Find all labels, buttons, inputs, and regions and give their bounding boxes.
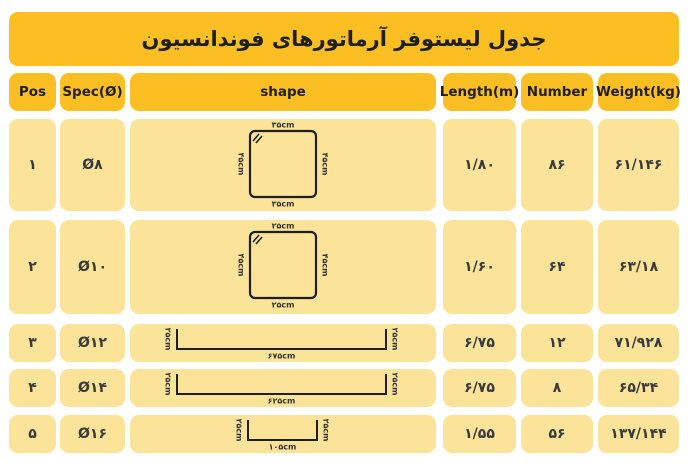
dimension-bottom: ۶۲۵cm	[267, 396, 296, 406]
number-value: ۸۶	[548, 157, 566, 173]
shape-cell	[130, 369, 436, 407]
stirrup-bar	[250, 232, 316, 298]
pos-value: ۲	[28, 259, 37, 275]
spec-cell	[60, 324, 125, 362]
number-cell	[521, 119, 593, 211]
spec-value: Ø۱۶	[78, 426, 107, 442]
shape-cell	[130, 415, 436, 453]
length-cell	[443, 324, 516, 362]
weight-value: ۶۳/۱۸	[618, 259, 659, 275]
stirrup-shape-drawing	[130, 220, 436, 314]
number-value: ۱۲	[548, 335, 566, 351]
u-bar	[248, 420, 317, 440]
pos-value: ۴	[28, 380, 37, 396]
spec-cell	[60, 369, 125, 407]
number-cell	[521, 324, 593, 362]
length-cell	[443, 119, 516, 211]
length-value: ۶/۷۵	[464, 335, 495, 351]
weight-value: ۱۳۷/۱۴۴	[610, 426, 667, 442]
number-cell	[521, 369, 593, 407]
weight-cell	[598, 220, 679, 314]
pos-value: ۱	[28, 157, 37, 173]
length-value: ۱/۵۵	[464, 426, 495, 442]
dimension-top: ۲۵cm	[271, 221, 295, 231]
u-bar-shape-drawing	[130, 415, 436, 453]
stirrup-bar	[250, 131, 316, 197]
dimension-bottom: ۲۵cm	[271, 300, 295, 310]
pos-value: ۳	[28, 335, 37, 351]
spec-cell	[60, 119, 125, 211]
dimension-left: ۲۵cm	[234, 418, 244, 442]
weight-value: ۶۵/۳۴	[618, 380, 659, 396]
spec-cell	[60, 220, 125, 314]
pos-cell	[9, 220, 56, 314]
dimension-bottom: ۳۵cm	[271, 199, 295, 209]
weight-cell	[598, 119, 679, 211]
length-value: ۱/۸۰	[464, 157, 495, 173]
table-title: جدول لیستوفر آرماتورهای فوندانسیون	[9, 12, 679, 66]
header-number: Number	[521, 73, 593, 111]
stirrup-hook	[253, 235, 262, 244]
spec-value: Ø۱۲	[78, 335, 107, 351]
dimension-right: ۴۵cm	[320, 253, 330, 277]
header-length: Length(m)	[443, 73, 516, 111]
spec-value: Ø۱۴	[78, 380, 107, 396]
stirrup-shape-drawing	[130, 119, 436, 211]
dimension-bottom: ۶۷۵cm	[267, 351, 296, 361]
pos-cell	[9, 369, 56, 407]
header-shape: shape	[130, 73, 436, 111]
shape-cell	[130, 220, 436, 314]
header-spec: Spec(Ø)	[60, 73, 125, 111]
dimension-left: ۴۵cm	[236, 253, 246, 277]
dimension-right: ۲۵cm	[390, 372, 400, 396]
length-cell	[443, 369, 516, 407]
length-value: ۶/۷۵	[464, 380, 495, 396]
number-cell	[521, 415, 593, 453]
shape-cell	[130, 324, 436, 362]
number-cell	[521, 220, 593, 314]
dimension-right: ۴۵cm	[320, 152, 330, 176]
weight-cell	[598, 324, 679, 362]
header-weight: Weight(kg)	[598, 73, 679, 111]
weight-value: ۷۱/۹۲۸	[614, 335, 663, 351]
dimension-top: ۳۵cm	[271, 120, 295, 130]
u-bar-shape-drawing	[130, 324, 436, 362]
dimension-left: ۲۵cm	[163, 327, 173, 351]
header-pos: Pos	[9, 73, 56, 111]
u-bar-shape-drawing	[130, 369, 436, 407]
pos-cell	[9, 415, 56, 453]
pos-value: ۵	[28, 426, 37, 442]
length-cell	[443, 415, 516, 453]
length-value: ۱/۶۰	[464, 259, 495, 275]
spec-cell	[60, 415, 125, 453]
u-bar	[177, 329, 386, 349]
stirrup-hook	[253, 134, 262, 143]
number-value: ۶۴	[548, 259, 566, 275]
dimension-right: ۲۵cm	[390, 327, 400, 351]
dimension-bottom: ۱۰۵cm	[268, 442, 297, 452]
number-value: ۸	[552, 380, 562, 396]
spec-value: Ø۱۰	[78, 259, 107, 275]
u-bar	[177, 374, 386, 394]
dimension-left: ۴۵cm	[236, 152, 246, 176]
number-value: ۵۶	[548, 426, 566, 442]
length-cell	[443, 220, 516, 314]
weight-cell	[598, 369, 679, 407]
pos-cell	[9, 119, 56, 211]
weight-cell	[598, 415, 679, 453]
spec-value: Ø۸	[82, 157, 103, 173]
shape-cell	[130, 119, 436, 211]
pos-cell	[9, 324, 56, 362]
weight-value: ۶۱/۱۴۶	[614, 157, 663, 173]
dimension-right: ۲۵cm	[321, 418, 331, 442]
dimension-left: ۲۵cm	[163, 372, 173, 396]
